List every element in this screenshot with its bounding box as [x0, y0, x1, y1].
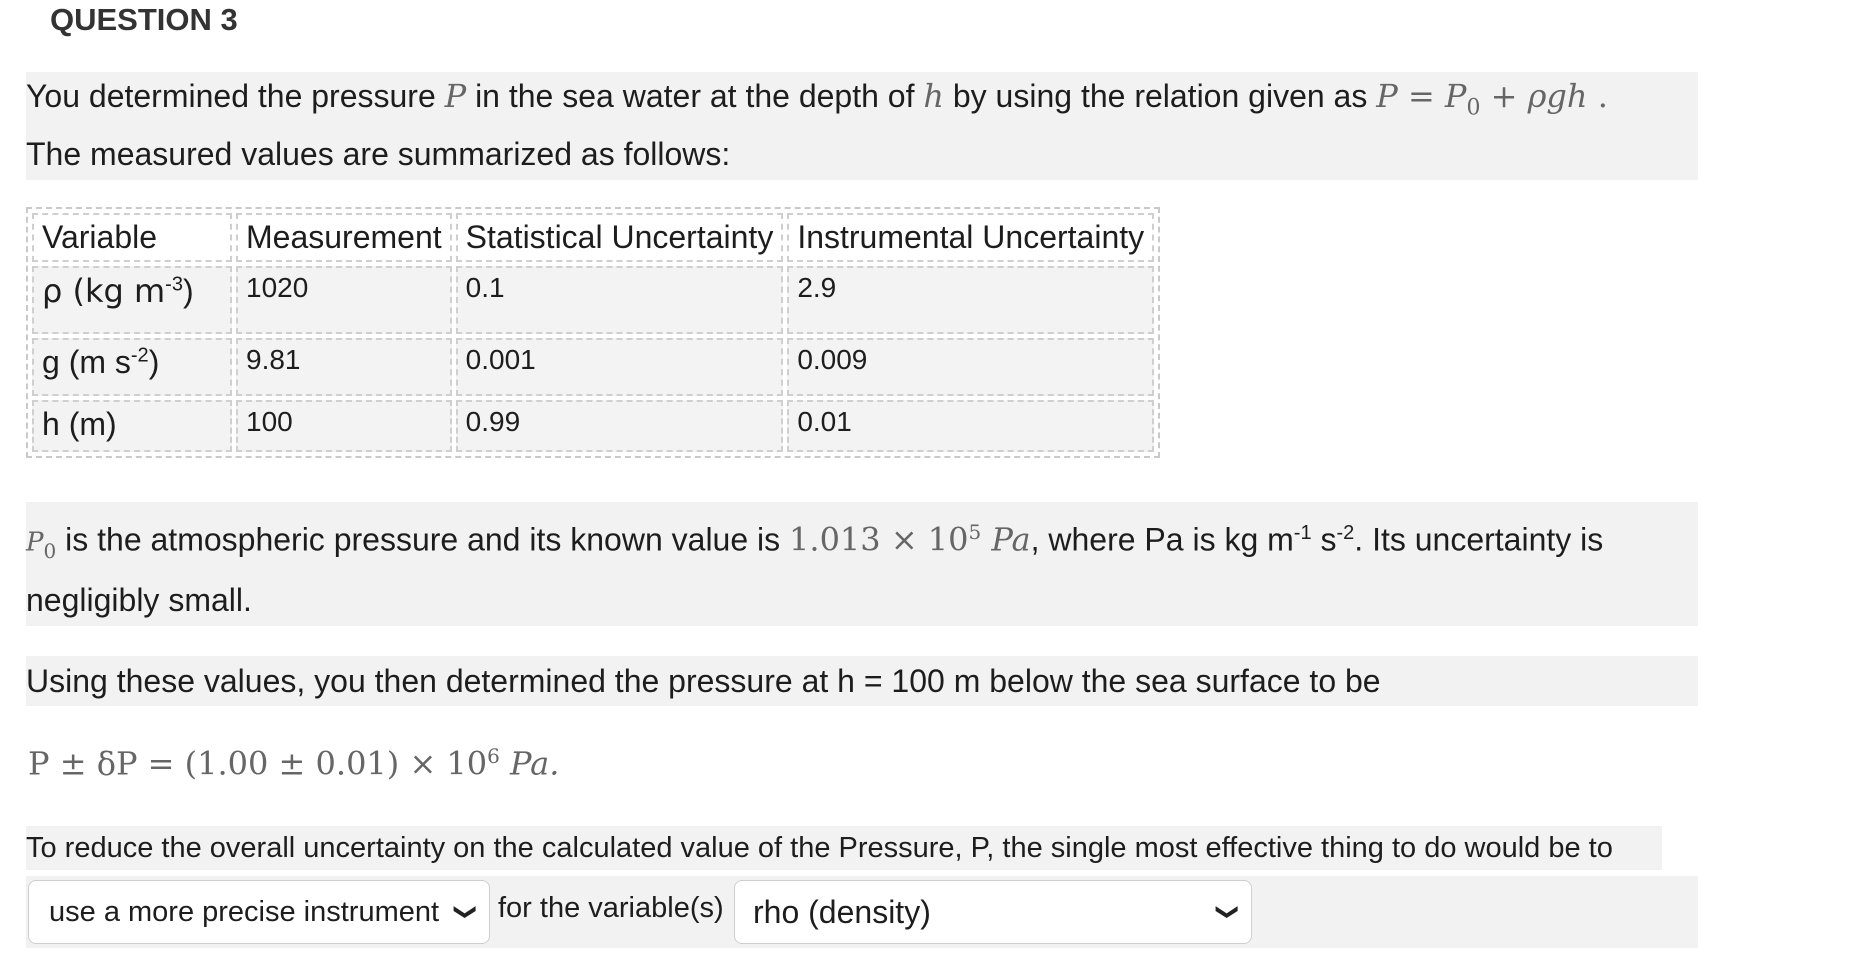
atm-exp: 5: [968, 520, 982, 544]
question-title: QUESTION 3: [50, 2, 238, 37]
cell-instrumental: 2.9: [787, 266, 1154, 334]
cell-variable: [32, 338, 232, 396]
var-label: g (m s: [42, 344, 131, 380]
result-text: Using these values, you then determined the pressure at h = 100 m below the sea surface to be: [26, 663, 1381, 699]
cell-instrumental: 0.009: [787, 338, 1154, 396]
intro-line-1: [26, 76, 1608, 128]
atm-value: 1.013 × 10: [789, 520, 969, 559]
cell-statistical: 0.001: [456, 338, 784, 396]
atm-text-3: s: [1311, 521, 1337, 558]
result-eq-unit: Pa.: [499, 744, 560, 783]
result-paragraph: [26, 656, 1698, 706]
result-eq-exp: 6: [487, 744, 500, 768]
eq-equals: =: [1397, 77, 1445, 115]
var-close: ): [148, 344, 160, 380]
action-select-value: use a more precise instrument: [49, 895, 440, 928]
prompt-band: [26, 826, 1662, 870]
eq-plus: +: [1480, 77, 1528, 115]
result-equation: [28, 736, 559, 784]
table-row: [32, 338, 1154, 396]
var-label: ρ (kg m: [42, 272, 166, 310]
eq-p0: P: [1444, 77, 1467, 115]
var-sup: -2: [130, 344, 149, 367]
cell-measurement: 9.81: [236, 338, 452, 396]
eq-rhogh: ρgh: [1527, 77, 1588, 115]
cell-measurement: 100: [236, 400, 452, 452]
var-label: h (m): [42, 406, 117, 442]
var-close: ): [182, 273, 194, 309]
chevron-down-icon: ❯: [1215, 902, 1241, 922]
var-sup: -3: [165, 273, 183, 296]
eq-period: .: [1587, 77, 1608, 115]
header-measurement: Measurement: [236, 213, 452, 262]
var-p: P: [444, 77, 467, 115]
variable-select[interactable]: [734, 880, 1252, 944]
eq-p0-sub: 0: [1466, 95, 1481, 121]
measurement-table: [26, 207, 1160, 458]
atm-line-2: negligibly small.: [26, 582, 252, 618]
unit-sup-1: -1: [1293, 522, 1312, 544]
cell-statistical: 0.99: [456, 400, 784, 452]
table-row: [32, 266, 1154, 334]
cell-variable: [32, 266, 232, 334]
chevron-down-icon: ❯: [453, 902, 479, 922]
variable-select-value: rho (density): [753, 893, 931, 930]
atm-line-1: [26, 512, 1603, 571]
p0-symbol: P: [26, 527, 44, 558]
header-variable: Variable: [32, 213, 232, 262]
intro-text-mid: in the sea water at the depth of: [466, 78, 924, 114]
eq-lhs: P: [1376, 77, 1398, 115]
table-row: [32, 400, 1154, 452]
unit-sup-2: -2: [1336, 522, 1355, 544]
result-eq-main: P ± δP = (1.00 ± 0.01) × 10: [28, 744, 488, 783]
intro-line-2: The measured values are summarized as follows:: [26, 136, 731, 172]
cell-instrumental: 0.01: [787, 400, 1154, 452]
cell-statistical: 0.1: [456, 266, 784, 334]
intro-text-after: by using the relation given as: [943, 78, 1377, 114]
prompt-text: To reduce the overall uncertainty on the calculated value of the Pressure, P, the single most effective thing to do would be to: [26, 832, 1613, 864]
atm-unit: Pa: [981, 520, 1031, 559]
intro-paragraph: [26, 72, 1698, 180]
action-select[interactable]: [28, 880, 490, 944]
cell-measurement: 1020: [236, 266, 452, 334]
atm-text: is the atmospheric pressure and its known value is: [56, 521, 790, 558]
header-statistical: Statistical Uncertainty: [456, 213, 784, 262]
connector-text: for the variable(s): [498, 892, 724, 924]
var-h: h: [923, 77, 944, 115]
cell-variable: [32, 400, 232, 452]
atmospheric-paragraph: [26, 502, 1698, 626]
atm-text-2: , where Pa is kg m: [1030, 521, 1294, 558]
table-header-row: [32, 213, 1154, 262]
atm-text-4: . Its uncertainty is: [1354, 521, 1604, 558]
intro-text: You determined the pressure: [26, 78, 445, 114]
p0-sub: 0: [43, 539, 57, 564]
header-instrumental: Instrumental Uncertainty: [787, 213, 1154, 262]
